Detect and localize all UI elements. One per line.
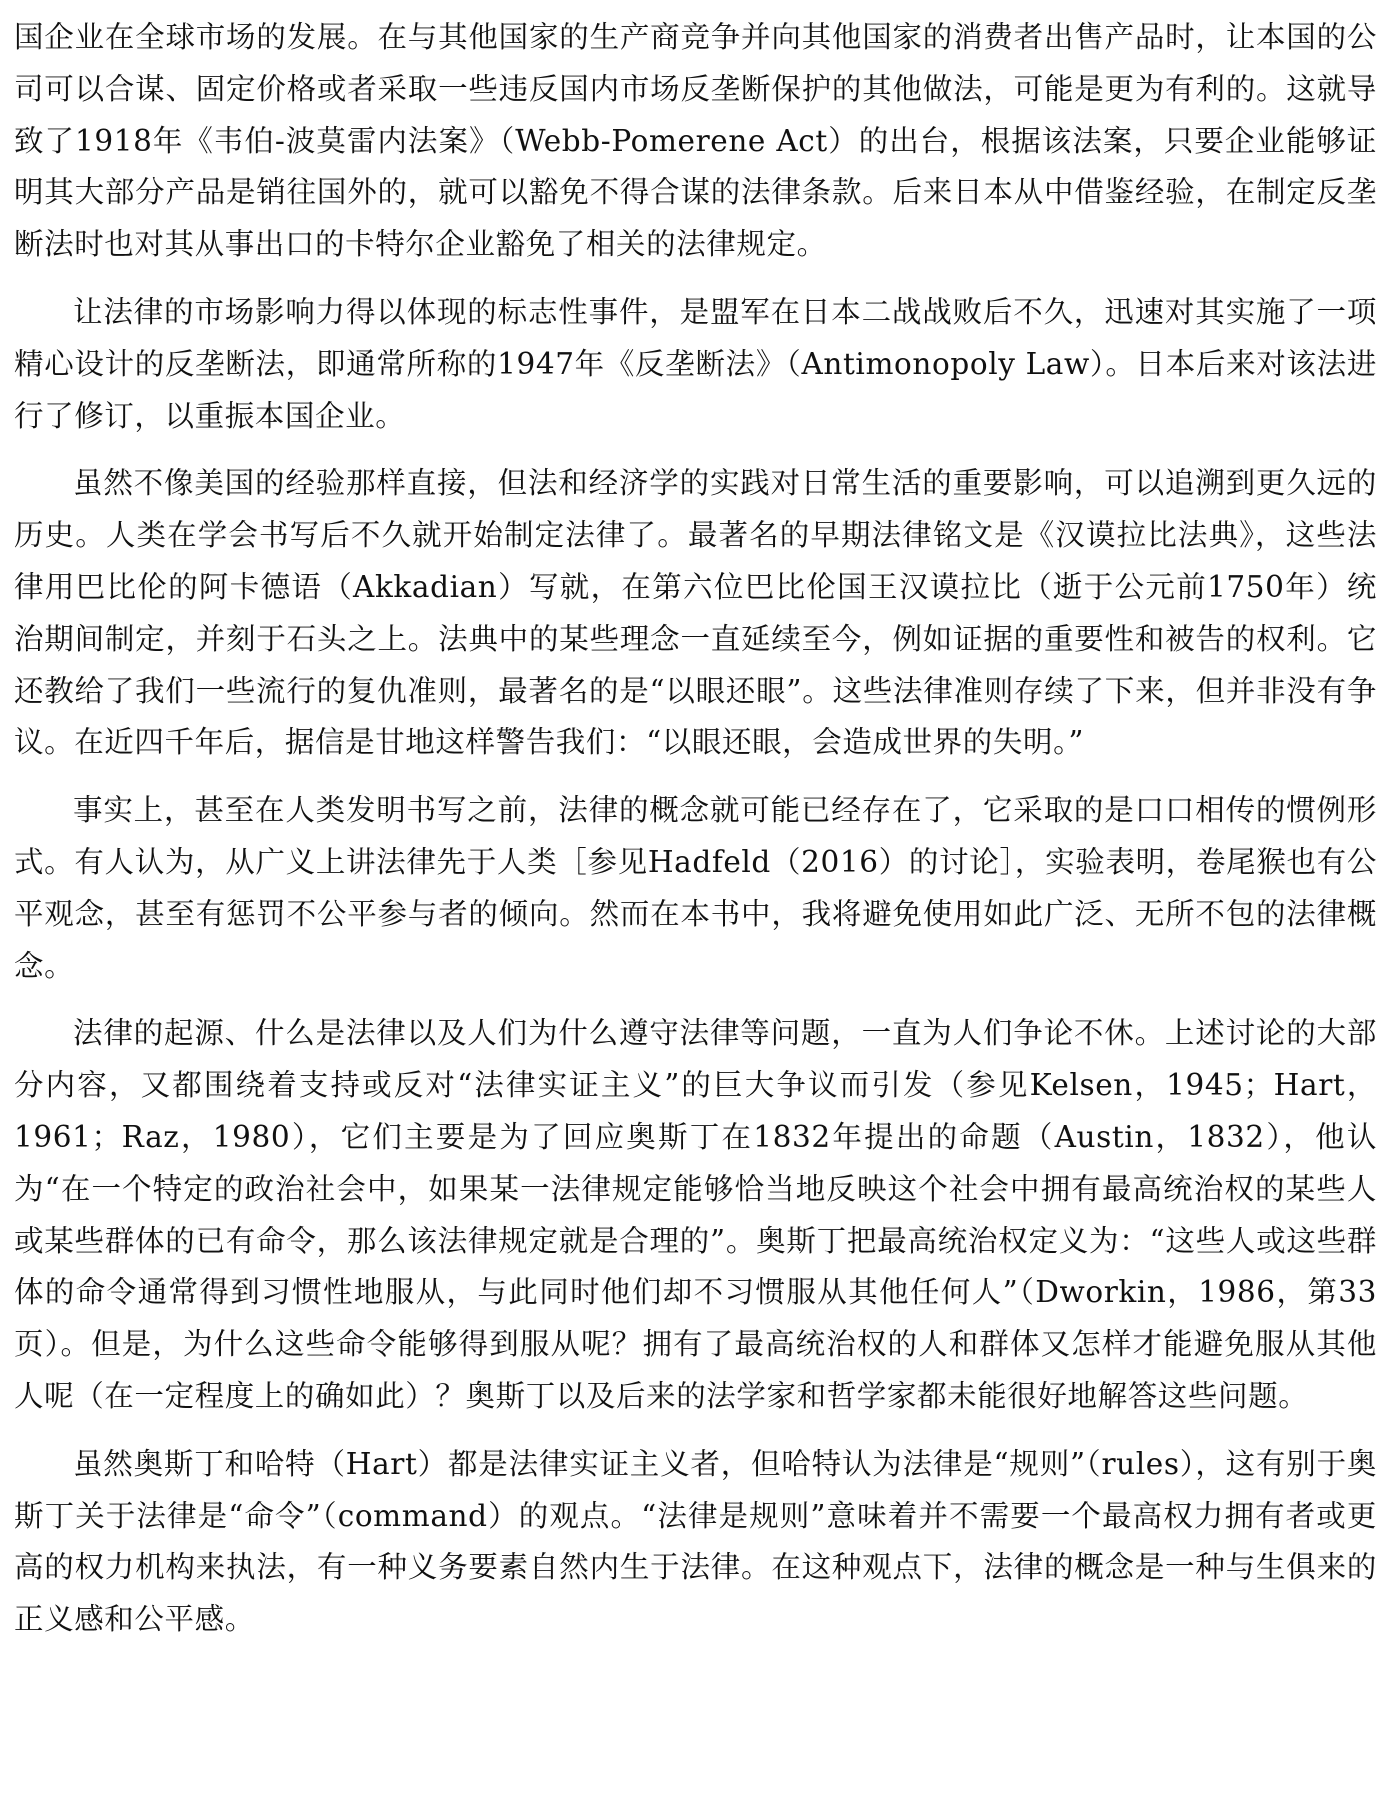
- paragraph-law-before-writing: 事实上，甚至在人类发明书写之前，法律的概念就可能已经存在了，它采取的是口口相传的惯例形式。有人认为，从广义上讲法律先于人类［参见Hadfeld（2016）的讨论］，实验表明，卷尾猴也有公平观念，甚至有惩罚不公平参与者的倾向。然而在本书中，我将避免使用如此广泛、无所不包的法律概念。: [14, 793, 1377, 983]
- paragraph-hammurabi-code: 虽然不像美国的经验那样直接，但法和经济学的实践对日常生活的重要影响，可以追溯到更久远的历史。人类在学会书写后不久就开始制定法律了。最著名的早期法律铭文是《汉谟拉比法典》，这些法律用巴比伦的阿卡德语（Akkadian）写就，在第六位巴比伦国王汉谟拉比（逝于公元前1750年）统治期间制定，并刻于石头之上。法典中的某些理念一直延续至今，例如证据的重要性和被告的权利。它还教给了我们一些流行的复仇准则，最著名的是“以眼还眼”。这些法律准则存续了下来，但并非没有争议。在近四千年后，据信是甘地这样警告我们：“以眼还眼，会造成世界的失明。”: [14, 466, 1377, 760]
- paragraph-japan-antimonopoly-law: 让法律的市场影响力得以体现的标志性事件，是盟军在日本二战战败后不久，迅速对其实施了一项精心设计的反垄断法，即通常所称的1947年《反垄断法》（Antimonopoly Law）。日本后来对该法进行了修订，以重振本国企业。: [14, 294, 1377, 433]
- paragraph-legal-positivism-austin: 法律的起源、什么是法律以及人们为什么遵守法律等问题，一直为人们争论不休。上述讨论的大部分内容，又都围绕着支持或反对“法律实证主义”的巨大争议而引发（参见Kelsen，1945；Hart，1961；Raz，1980），它们主要是为了回应奥斯丁在1832年提出的命题（Austin，1832），他认为“在一个特定的政治社会中，如果某一法律规定能够恰当地反映这个社会中拥有最高统治权的某些人或某些群体的已有命令，那么该法律规定就是合理的”。奥斯丁把最高统治权定义为：“这些人或这些群体的命令通常得到习惯性地服从，与此同时他们却不习惯服从其他任何人”（Dworkin，1986，第33页）。但是，为什么这些命令能够得到服从呢？拥有了最高统治权的人和群体又怎样才能避免服从其他人呢（在一定程度上的确如此）？奥斯丁以及后来的法学家和哲学家都未能很好地解答这些问题。: [14, 1016, 1377, 1413]
- paragraph-export-cartel-exemption: 国企业在全球市场的发展。在与其他国家的生产商竞争并向其他国家的消费者出售产品时，让本国的公司可以合谋、固定价格或者采取一些违反国内市场反垄断保护的其他做法，可能是更为有利的。这就导致了1918年《韦伯-波莫雷内法案》（Webb-Pomerene Act）的出台，根据该法案，只要企业能够证明其大部分产品是销往国外的，就可以豁免不得合谋的法律条款。后来日本从中借鉴经验，在制定反垄断法时也对其从事出口的卡特尔企业豁免了相关的法律规定。: [14, 20, 1377, 262]
- paragraph-hart-rules: 虽然奥斯丁和哈特（Hart）都是法律实证主义者，但哈特认为法律是“规则”（rules），这有别于奥斯丁关于法律是“命令”（command）的观点。“法律是规则”意味着并不需要一个最高权力拥有者或更高的权力机构来执法，有一种义务要素自然内生于法律。在这种观点下，法律的概念是一种与生俱来的正义感和公平感。: [14, 1446, 1377, 1637]
